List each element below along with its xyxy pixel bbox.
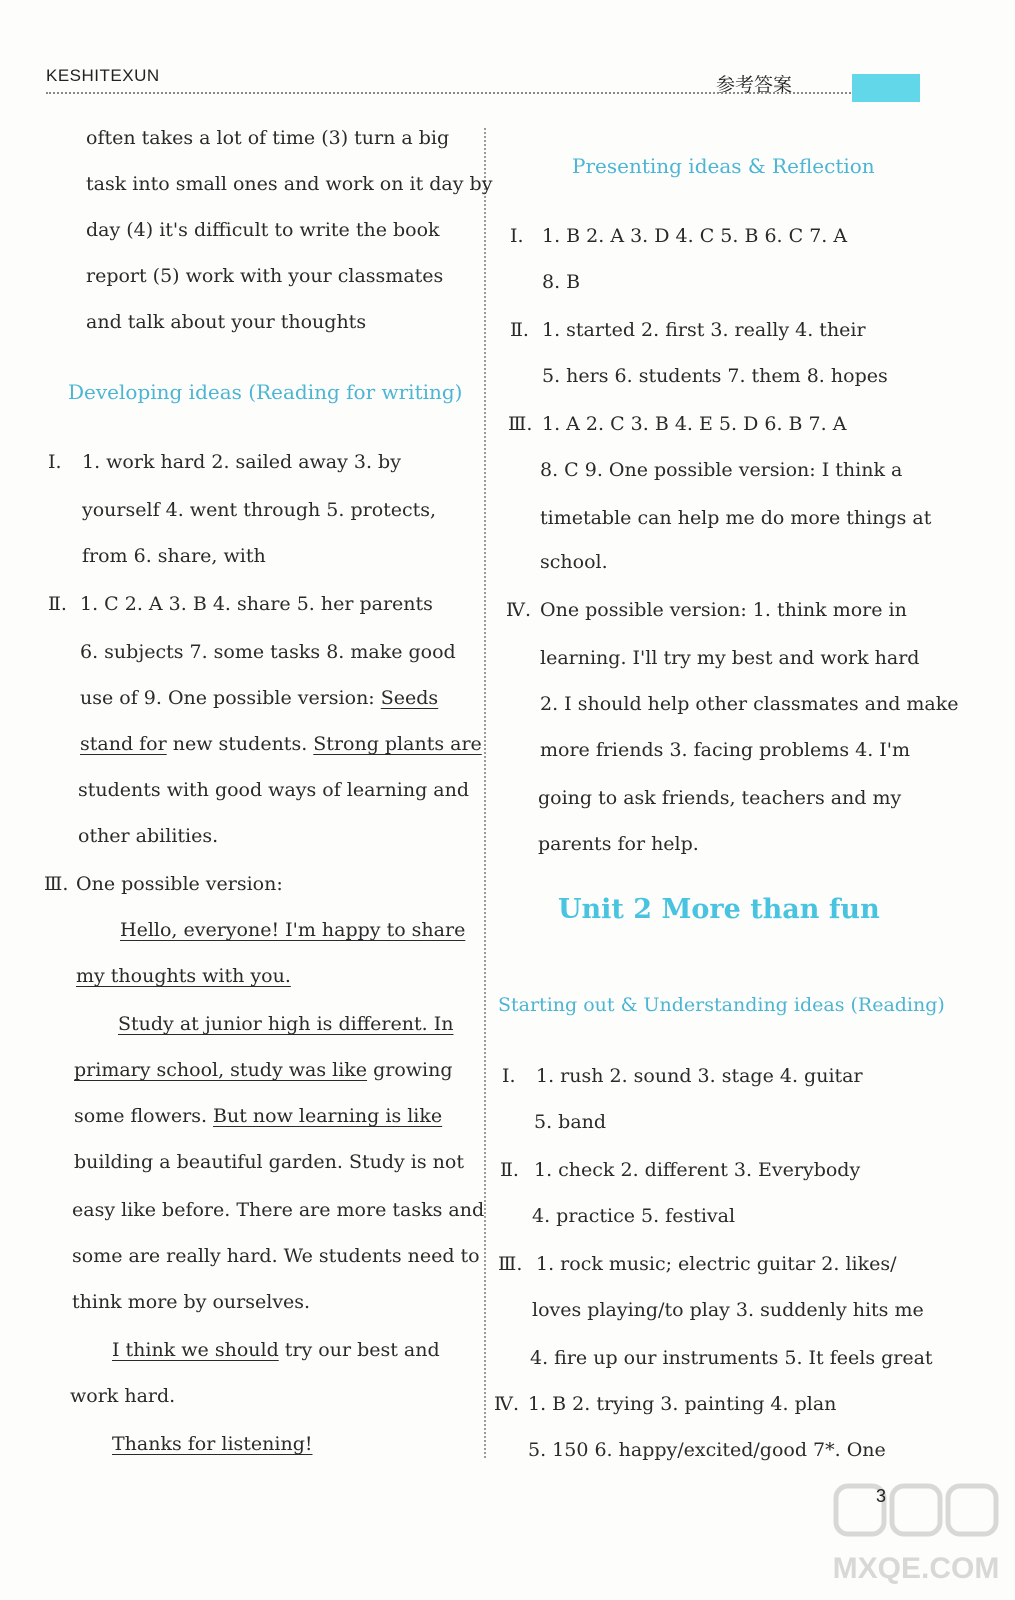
- answer-line: 4. practice 5. festival: [532, 1205, 736, 1227]
- answer-line: One possible version: 1. think more in: [540, 599, 907, 621]
- answer-line: 1. check 2. different 3. Everybody: [534, 1159, 861, 1181]
- answer-line: yourself 4. went through 5. protects,: [82, 499, 437, 521]
- underlined-text: primary school, study was like: [74, 1059, 368, 1081]
- left-cont-line-1: often takes a lot of time (3) turn a big: [86, 127, 450, 149]
- underlined-text: Strong plants are: [313, 733, 482, 755]
- answer-line: [112, 1338, 440, 1362]
- answer-line: [74, 1058, 453, 1082]
- question-number: Ⅱ.: [500, 1159, 519, 1181]
- answer-line: work hard.: [70, 1385, 176, 1407]
- answer-line: [80, 732, 482, 756]
- answer-line: school.: [540, 551, 608, 573]
- answer-line: 5. band: [534, 1111, 607, 1133]
- underlined-text: Seeds: [380, 687, 439, 709]
- answer-line: 5. 150 6. happy/excited/good 7*. One: [528, 1439, 886, 1461]
- answer-line: easy like before. There are more tasks and: [72, 1199, 485, 1221]
- section-heading-developing-ideas: Developing ideas (Reading for writing): [68, 380, 463, 404]
- question-number: Ⅰ.: [48, 451, 62, 473]
- underlined-text: Thanks for listening!: [112, 1433, 313, 1455]
- answer-line: 1. rock music; electric guitar 2. likes/: [536, 1253, 897, 1275]
- answer-line: 1. rush 2. sound 3. stage 4. guitar: [536, 1065, 863, 1087]
- header-title: 参考答案: [716, 74, 793, 96]
- text-run: new students.: [166, 733, 314, 755]
- watermark-text: MXQE.COM: [832, 1552, 1000, 1585]
- question-number: Ⅲ.: [44, 873, 69, 895]
- answer-line: some are really hard. We students need to: [72, 1245, 480, 1267]
- left-cont-line-4: report (5) work with your classmates: [86, 265, 444, 287]
- answer-line: 8. B: [542, 271, 581, 293]
- answer-line: learning. I'll try my best and work hard: [540, 647, 920, 669]
- answer-line: other abilities.: [78, 825, 219, 847]
- question-number: Ⅱ.: [510, 319, 529, 341]
- answer-line: [80, 686, 438, 710]
- answer-line: timetable can help me do more things at: [540, 507, 932, 529]
- text-run: growing: [367, 1059, 453, 1081]
- header-accent-block: [852, 74, 920, 102]
- answer-line: 4. fire up our instruments 5. It feels great: [530, 1347, 933, 1369]
- section-heading-starting-out: Starting out & Understanding ideas (Reading): [498, 994, 945, 1016]
- question-number: Ⅳ.: [494, 1393, 520, 1415]
- answer-line: 5. hers 6. students 7. them 8. hopes: [542, 365, 888, 387]
- page-number: 3: [876, 1486, 887, 1506]
- left-cont-line-3: day (4) it's difficult to write the book: [86, 219, 440, 241]
- answer-line: 2. I should help other classmates and make: [540, 693, 959, 715]
- answer-line: One possible version:: [76, 873, 283, 895]
- answer-line: 8. C 9. One possible version: I think a: [540, 459, 903, 481]
- question-number: Ⅳ.: [506, 599, 532, 621]
- section-heading-presenting-ideas: Presenting ideas & Reflection: [572, 154, 875, 178]
- answer-line: [74, 1104, 442, 1128]
- answer-line: more friends 3. facing problems 4. I'm: [540, 739, 911, 761]
- underlined-text: stand for: [80, 733, 167, 755]
- left-cont-line-2: task into small ones and work on it day by: [86, 173, 493, 195]
- text-run: some flowers.: [74, 1105, 214, 1127]
- answer-line: 1. B 2. A 3. D 4. C 5. B 6. C 7. A: [542, 225, 848, 247]
- unit-title: Unit 2 More than fun: [558, 894, 880, 925]
- answer-line: 1. B 2. trying 3. painting 4. plan: [528, 1393, 837, 1415]
- answer-line: 6. subjects 7. some tasks 8. make good: [80, 641, 456, 663]
- underlined-text: Hello, everyone! I'm happy to share: [120, 919, 466, 941]
- question-number: Ⅱ.: [48, 593, 67, 615]
- question-number: Ⅲ.: [498, 1253, 523, 1275]
- answer-line: going to ask friends, teachers and my: [538, 787, 902, 809]
- text-run: try our best and: [278, 1339, 440, 1361]
- watermark-logo: [826, 1478, 1006, 1588]
- answer-line: students with good ways of learning and: [78, 779, 470, 801]
- header-brand: KESHITEXUN: [46, 66, 160, 85]
- answer-line: 1. A 2. C 3. B 4. E 5. D 6. B 7. A: [542, 413, 847, 435]
- underlined-text: Study at junior high is different. In: [118, 1013, 454, 1035]
- question-number: Ⅰ.: [502, 1065, 516, 1087]
- text-run: use of 9. One possible version:: [80, 687, 381, 709]
- answer-line: 1. work hard 2. sailed away 3. by: [82, 451, 401, 473]
- underlined-text: But now learning is like: [213, 1105, 443, 1127]
- answer-line: building a beautiful garden. Study is not: [74, 1151, 464, 1173]
- answer-line: loves playing/to play 3. suddenly hits me: [532, 1299, 924, 1321]
- column-divider: [484, 128, 486, 1458]
- answer-line: think more by ourselves.: [72, 1291, 311, 1313]
- header-divider: [46, 92, 854, 94]
- underlined-text: my thoughts with you.: [76, 965, 291, 987]
- question-number: Ⅰ.: [510, 225, 524, 247]
- answer-line: from 6. share, with: [82, 545, 266, 567]
- question-number: Ⅲ.: [508, 413, 533, 435]
- answer-line: 1. started 2. first 3. really 4. their: [542, 319, 866, 341]
- answer-line: parents for help.: [538, 833, 699, 855]
- underlined-text: I think we should: [112, 1339, 279, 1361]
- left-cont-line-5: and talk about your thoughts: [86, 311, 367, 333]
- answer-line: 1. C 2. A 3. B 4. share 5. her parents: [80, 593, 433, 615]
